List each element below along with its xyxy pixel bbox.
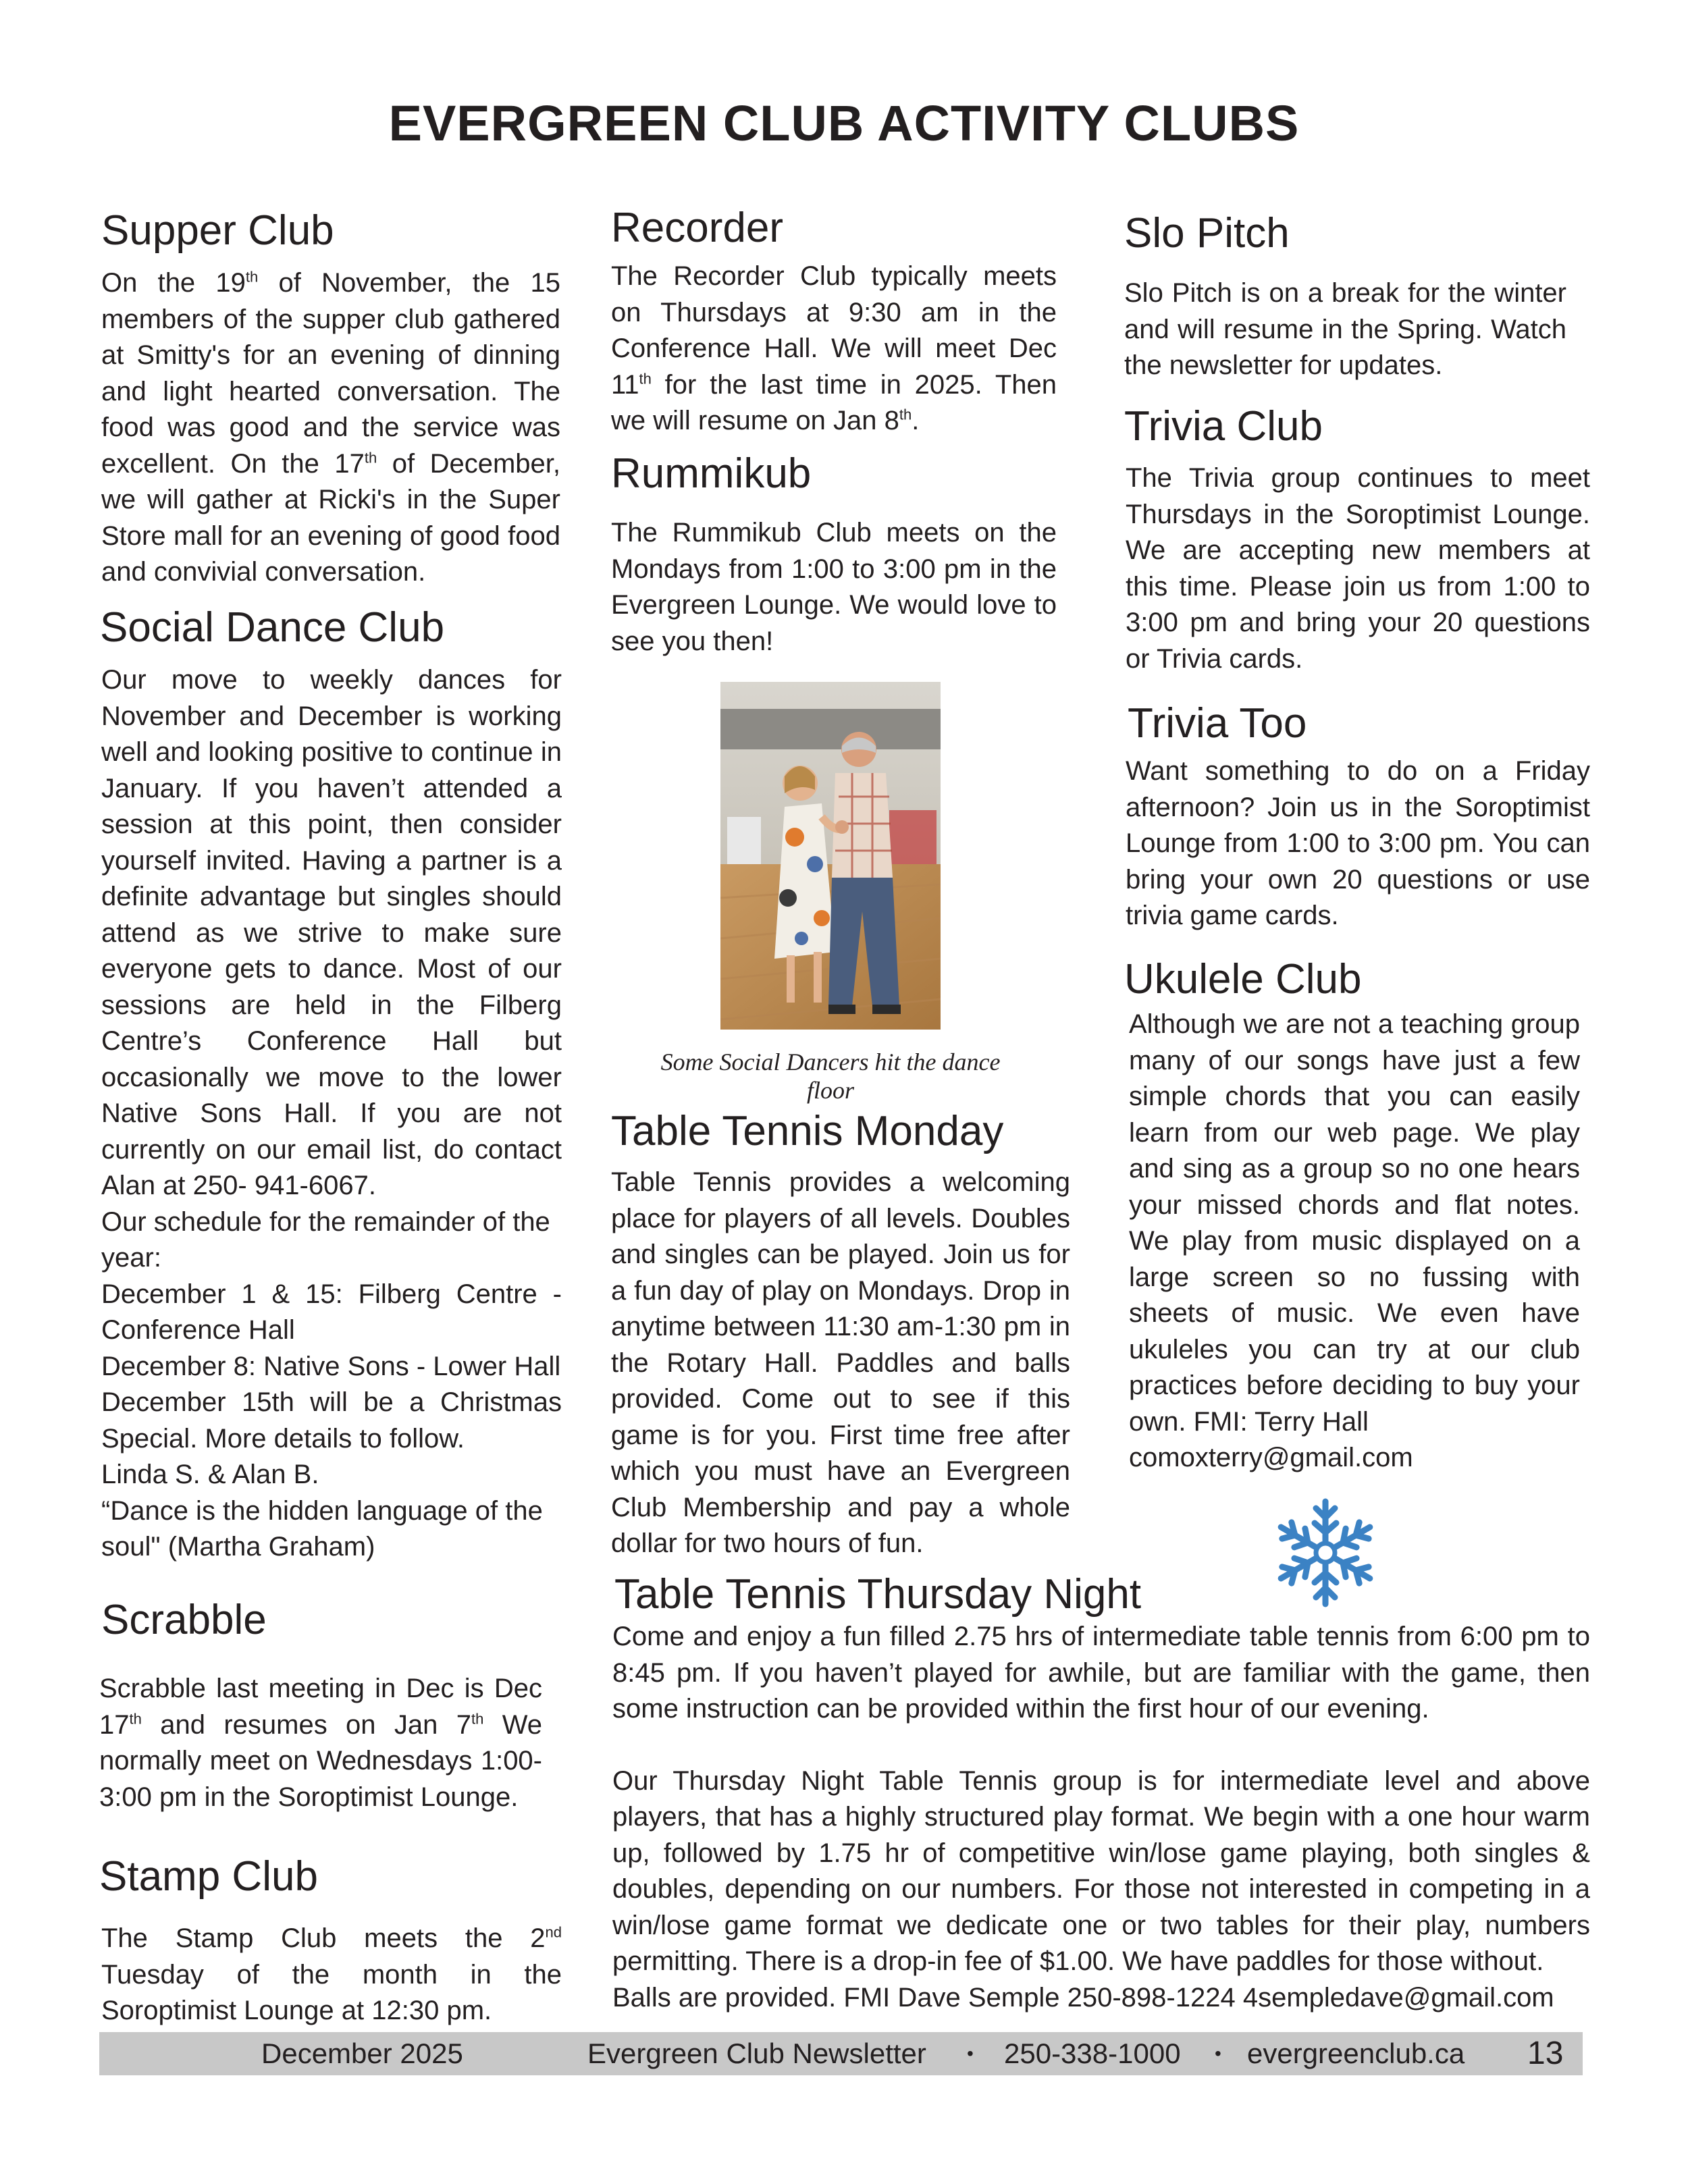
slo-pitch-text: Slo Pitch is on a break for the winter and will resume in the Spring. Watch the newsletter for updates. xyxy=(1124,278,1566,380)
rummikub-heading: Rummikub xyxy=(611,450,812,497)
recorder-heading: Recorder xyxy=(611,205,783,251)
ukulele-body: Although we are not a teaching group many of our songs have just a few simple chords that you can easily learn from our web page. We play and sing as a group so no one hears your missed chords and flat notes. We play from music displayed on a large screen so no fussing with sheets of music. We even have ukuleles you can try at our club practices before deciding to buy your own. FMI: Terry Hall xyxy=(1129,1009,1580,1437)
tt-monday-heading: Table Tennis Monday xyxy=(611,1108,1004,1154)
schedule-item: December 1 & 15: Filberg Centre - Conference Hall xyxy=(101,1279,562,1345)
social-dance-body: Our move to weekly dances for November and December is working well and looking positive to continue in January. If you haven’t attended a session at this point, then consider yourself invited. Having a partner is a definite advantage but singles should attend as we strive to make sure everyone gets to dance. Most of our sessions are held in the Filberg Centre’s Conference Hall but occasionally we move to the lower Native Sons Hall. If you are not currently on our email list, do contact Alan at 250- 941-6067. xyxy=(101,665,562,1200)
footer-website: evergreenclub.ca xyxy=(1247,2037,1465,2069)
trivia-club-text: The Trivia group continues to meet Thursdays in the Soroptimist Lounge. We are accepting new members at this time. Please join us from 1:00 to 3:00 pm and bring your 20 questions or Trivia cards. xyxy=(1126,463,1590,674)
social-dance-text xyxy=(101,662,562,1566)
tt-thursday-heading: Table Tennis Thursday Night xyxy=(614,1571,1142,1618)
tt-thursday-paragraph: Our Thursday Night Table Tennis group is for intermediate level and above players, that has a highly structured play format. We begin with a one hour warm up, followed by 1.75 hr of competitive win/lose game playing, both singles & doubles, depending on our numbers. For those not interested in competing in a win/lose game format we dedicate one or two tables for their play, numbers permitting. There is a drop-in fee of $1.00. We have paddles for those without. xyxy=(612,1765,1590,1976)
supper-club-text: On the 19th of November, the 15 members of the supper club gathered at Smitty's for an evening of dinning and light hearted conversation. The food was good and the service was excellent. On the 17th of December, we will gather at Ricki's in the Super Store mall for an evening of good food and convivial conversation. xyxy=(101,268,561,587)
stamp-club-text: The Stamp Club meets the 2nd Tuesday of the month in the Soroptimist Lounge at 12:30 pm. xyxy=(101,1923,562,2025)
page-number: 13 xyxy=(1527,2035,1564,2071)
footer-bullet: • xyxy=(967,2043,974,2064)
tt-thursday-text xyxy=(612,1619,1590,2016)
schedule-item: December 15th will be a Christmas Special. More details to follow. xyxy=(101,1387,562,1454)
schedule-intro: Our schedule for the remainder of the year: xyxy=(101,1206,550,1273)
social-dance-heading: Social Dance Club xyxy=(100,604,445,651)
snowflake-icon xyxy=(1268,1495,1383,1610)
schedule-item: December 8: Native Sons - Lower Hall xyxy=(101,1351,561,1381)
footer-date: December 2025 xyxy=(261,2037,463,2069)
tt-thursday-paragraph: Come and enjoy a fun filled 2.75 hrs of intermediate table tennis from 6:00 pm to 8:45 pm. If you haven’t played for awhile, but are familiar with the game, then some instruction can be provided within the first hour of our evening. xyxy=(612,1622,1590,1724)
recorder-text: The Recorder Club typically meets on Thursdays at 9:30 am in the Conference Hall. We will meet Dec 11th for the last time in 2025. Then we will resume on Jan 8th. xyxy=(611,261,1057,435)
ukulele-email: comoxterry@gmail.com xyxy=(1129,1443,1413,1472)
trivia-too-heading: Trivia Too xyxy=(1128,700,1307,747)
rummikub-text: The Rummikub Club meets on the Mondays from 1:00 to 3:00 pm in the Evergreen Lounge. We would love to see you then! xyxy=(611,518,1057,656)
footer-newsletter: Evergreen Club Newsletter xyxy=(587,2037,926,2069)
footer-bar xyxy=(99,2032,1583,2075)
tt-thursday-contact: Balls are provided. FMI Dave Semple 250-898-1224 4sempledave@gmail.com xyxy=(612,1982,1554,2013)
scrabble-heading: Scrabble xyxy=(101,1597,267,1643)
quote: “Dance is the hidden language of the soul" (Martha Graham) xyxy=(101,1495,543,1562)
stamp-club-heading: Stamp Club xyxy=(99,1853,318,1900)
dancers-photo-illustration xyxy=(720,682,941,1030)
ukulele-heading: Ukulele Club xyxy=(1124,956,1362,1003)
dancers-photo xyxy=(720,682,941,1030)
supper-club-heading: Supper Club xyxy=(101,207,334,254)
trivia-too-text: Want something to do on a Friday afternoon? Join us in the Soroptimist Lounge from 1:00 to 3:00 pm. You can bring your own 20 questions or use trivia game cards. xyxy=(1126,756,1590,930)
page-title: EVERGREEN CLUB ACTIVITY CLUBS xyxy=(388,95,1300,151)
footer-bullet: • xyxy=(1215,2043,1221,2064)
ukulele-text xyxy=(1129,1007,1580,1476)
photo-caption: Some Social Dancers hit the dance floor xyxy=(660,1048,1001,1104)
trivia-club-heading: Trivia Club xyxy=(1124,403,1323,450)
footer-phone: 250-338-1000 xyxy=(1004,2037,1181,2069)
signature: Linda S. & Alan B. xyxy=(101,1460,319,1489)
scrabble-text: Scrabble last meeting in Dec is Dec 17th and resumes on Jan 7th We normally meet on Wednesdays 1:00-3:00 pm in the Soroptimist Lounge. xyxy=(99,1674,542,1812)
slo-pitch-heading: Slo Pitch xyxy=(1124,210,1290,257)
tt-monday-text: Table Tennis provides a welcoming place for players of all levels. Doubles and singles can be played. Join us for a fun day of play on Mondays. Drop in anytime between 11:30 am-1:30 pm in the Rotary Hall. Paddles and balls provided. Come out to see if this game is for you. First time free after which you must have an Evergreen Club Membership and pay a whole dollar for two hours of fun. xyxy=(611,1167,1070,1558)
